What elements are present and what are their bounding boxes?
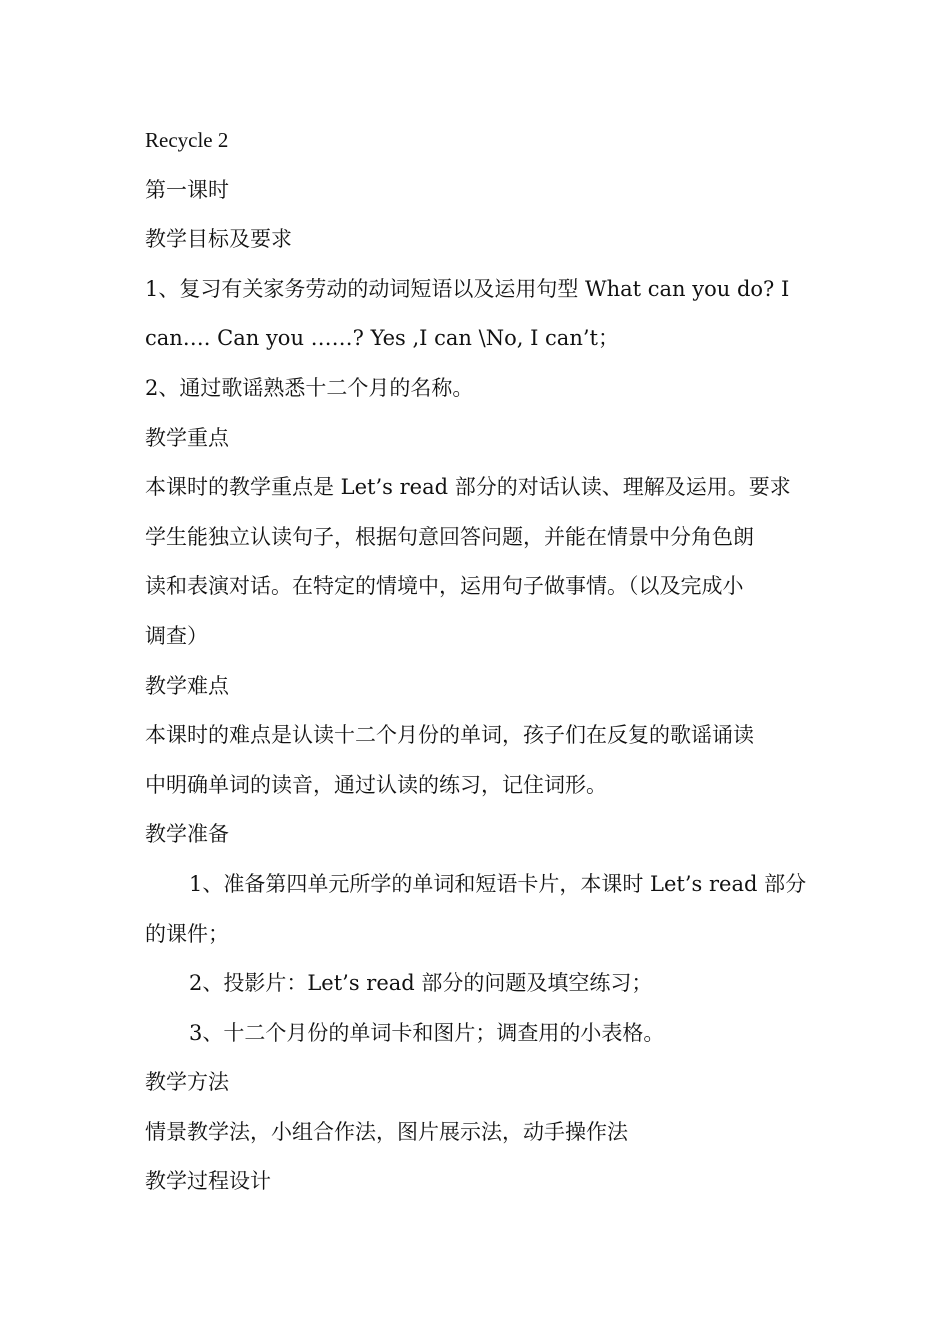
section-heading-preparation: 教学准备: [145, 822, 229, 847]
objectives-line-3: 2、通过歌谣熟悉十二个月的名称。: [145, 375, 474, 400]
document-title: Recycle 2: [145, 128, 229, 152]
section-heading-process: 教学过程设计: [145, 1169, 271, 1194]
objectives-line-1: 1、复习有关家务劳动的动词短语以及运用句型 What can you do? I: [145, 276, 790, 301]
preparation-line-4: 3、十二个月份的单词卡和图片；调查用的小表格。: [189, 1020, 665, 1045]
lesson-label: 第一课时: [145, 177, 229, 202]
key-points-line-3: 读和表演对话。在特定的情境中，运用句子做事情。（以及完成小: [145, 574, 744, 599]
preparation-line-3: 2、投影片：Let’s read 部分的问题及填空练习；: [189, 971, 653, 996]
difficulties-line-2: 中明确单词的读音，通过认读的练习，记住词形。: [145, 772, 607, 797]
section-heading-objectives: 教学目标及要求: [145, 227, 292, 252]
key-points-line-1: 本课时的教学重点是 Let’s read 部分的对话认读、理解及运用。要求: [145, 475, 791, 500]
section-heading-key-points: 教学重点: [145, 425, 229, 450]
methods-line-1: 情景教学法，小组合作法，图片展示法，动手操作法: [145, 1119, 628, 1144]
key-points-line-2: 学生能独立认读句子，根据句意回答问题，并能在情景中分角色朗: [145, 524, 754, 549]
difficulties-line-1: 本课时的难点是认读十二个月份的单词，孩子们在反复的歌谣诵读: [145, 723, 754, 748]
section-heading-difficulties: 教学难点: [145, 673, 229, 698]
key-points-line-4: 调查）: [145, 623, 208, 648]
section-heading-methods: 教学方法: [145, 1070, 229, 1095]
preparation-line-2: 的课件；: [145, 921, 229, 946]
preparation-line-1: 1、准备第四单元所学的单词和短语卡片，本课时 Let’s read 部分: [189, 871, 807, 896]
objectives-line-2: can…. Can you ……? Yes ,I can \No, I can’t；: [145, 326, 619, 351]
document-page: [145, 116, 809, 1207]
